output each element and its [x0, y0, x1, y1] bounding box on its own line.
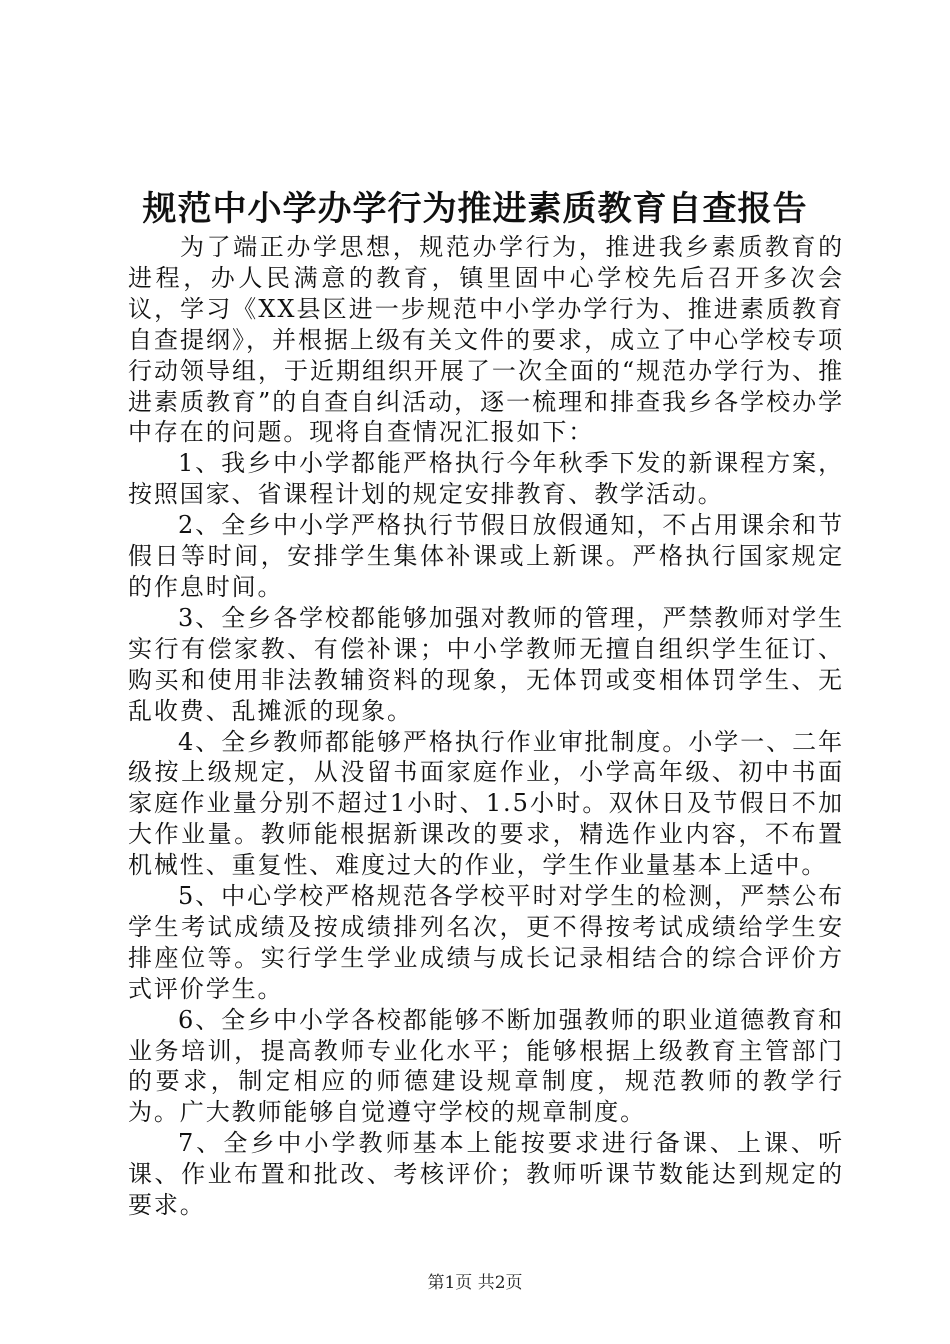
paragraph-item-1: 1、我乡中小学都能严格执行今年秋季下发的新课程方案，按照国家、省课程计划的规定安排教育、教学活动。 [128, 449, 844, 509]
paragraph-item-3: 3、全乡各学校都能够加强对教师的管理，严禁教师对学生实行有偿家教、有偿补课；中小学教师无擅自组织学生征订、购买和使用非法教辅资料的现象，无体罚或变相体罚学生、无乱收费、乱摊派的现象。 [128, 603, 844, 725]
paragraph-item-2: 2、全乡中小学严格执行节假日放假通知，不占用课余和节假日等时间，安排学生集体补课或上新课。严格执行国家规定的作息时间。 [128, 511, 844, 601]
paragraph-item-5: 5、中心学校严格规范各学校平时对学生的检测，严禁公布学生考试成绩及按成绩排列名次，更不得按考试成绩给学生安排座位等。实行学生学业成绩与成长记录相结合的综合评价方式评价学生。 [128, 882, 844, 1003]
document-title: 规范中小学办学行为推进素质教育自查报告 [142, 189, 808, 229]
paragraph-item-4: 4、全乡教师都能够严格执行作业审批制度。小学一、二年级按上级规定，从没留书面家庭作业，小学高年级、初中书面家庭作业量分别不超过1小时、1.5小时。双休日及节假日不加大作业量。教师能根据新课改的要求，精选作业内容，不布置机械性、重复性、难度过大的作业，学生作业量基本上适中。 [128, 727, 844, 880]
document-body [128, 232, 844, 1221]
paragraph-item-6: 6、全乡中小学各校都能够不断加强教师的职业道德教育和业务培训，提高教师专业化水平；能够根据上级教育主管部门的要求，制定相应的师德建设规章制度，规范教师的教学行为。广大教师能够自觉遵守学校的规章制度。 [128, 1005, 844, 1127]
paragraph-intro: 为了端正办学思想，规范办学行为，推进我乡素质教育的进程，办人民满意的教育，镇里固中心学校先后召开多次会议，学习《XX县区进一步规范中小学办学行为、推进素质教育自查提纲》，并根据上级有关文件的要求，成立了中心学校专项行动领导组，于近期组织开展了一次全面的“规范办学行为、推进素质教育”的自查自纠活动，逐一梳理和排查我乡各学校办学中存在的问题。现将自查情况汇报如下： [128, 233, 844, 447]
paragraph-item-7: 7、全乡中小学教师基本上能按要求进行备课、上课、听课、作业布置和批改、考核评价；教师听课节数能达到规定的要求。 [128, 1129, 844, 1220]
page-number-footer: 第1页 共2页 [427, 1273, 523, 1293]
